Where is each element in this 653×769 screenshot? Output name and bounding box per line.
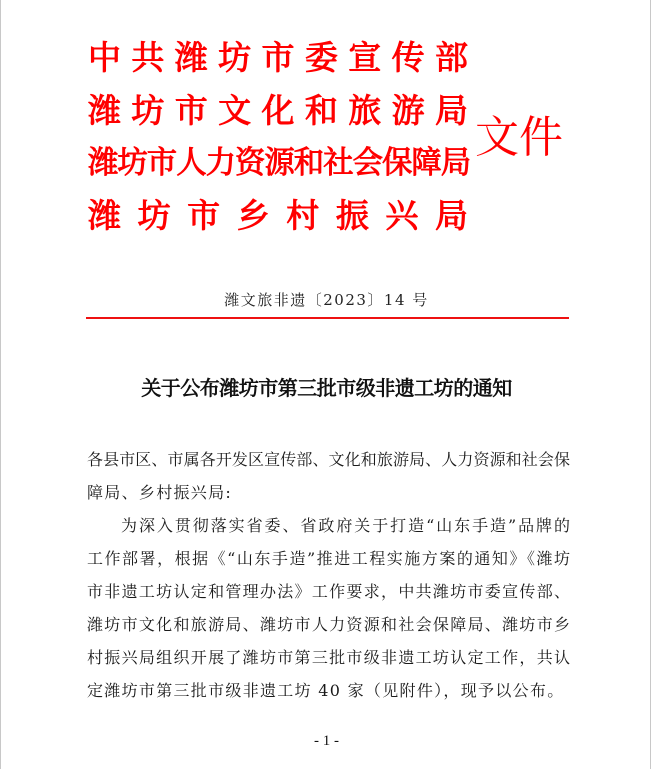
header-char: 潍	[88, 90, 121, 130]
header-char: 局	[440, 145, 471, 181]
body-line: 市非遗工坊认定和管理办法》工作要求，中共潍坊市委宣传部、	[87, 582, 570, 601]
header-char: 中	[88, 38, 121, 77]
header-char: 潍	[88, 145, 118, 181]
header-char: 资	[235, 145, 265, 181]
body-line: 各县市区、市属各开发区宣传部、文化和旅游局、人力资源和社会保	[87, 450, 570, 469]
header-char: 乡	[236, 195, 270, 235]
header-char: 潍	[174, 38, 208, 77]
header-char: 兴	[385, 195, 419, 235]
header-char: 和	[304, 90, 338, 130]
header-char: 和	[293, 145, 324, 181]
body-line-salutation-end: 障局、乡村振兴局:	[87, 483, 233, 502]
header-char: 旅	[348, 90, 382, 130]
issuer-line-2	[88, 90, 468, 130]
header-char: 人	[176, 145, 206, 181]
header-char: 村	[286, 195, 320, 235]
header-char: 源	[264, 145, 294, 181]
header-char: 文	[218, 90, 252, 130]
issuing-authorities-header	[88, 38, 471, 250]
page-number: - 1 -	[314, 733, 339, 749]
header-char: 坊	[117, 145, 147, 181]
document-number: 潍文旅非遗〔2023〕14 号	[224, 291, 429, 309]
notice-title: 关于公布潍坊市第三批市级非遗工坊的通知	[141, 376, 512, 400]
header-char: 潍	[88, 195, 121, 235]
header-char: 障	[411, 145, 441, 181]
issuer-line-4	[88, 195, 468, 235]
header-char: 市	[261, 38, 295, 77]
body-line: 村振兴局组织开展了潍坊市第三批市级非遗工坊认定工作，共认	[87, 648, 570, 667]
header-char: 宣	[348, 38, 382, 77]
header-char: 委	[304, 38, 338, 77]
header-char: 传	[391, 38, 425, 77]
notice-body	[87, 443, 570, 707]
header-char: 保	[382, 145, 412, 181]
header-char: 坊	[131, 90, 165, 130]
header-char: 会	[352, 145, 382, 181]
header-char: 力	[205, 145, 235, 181]
body-line-paragraph-end: 定潍坊市第三批市级非遗工坊 40 家（见附件），现予以公布。	[87, 681, 565, 700]
header-char: 局	[434, 195, 468, 235]
header-char: 坊	[137, 195, 171, 235]
header-char: 市	[174, 90, 208, 130]
header-char: 坊	[218, 38, 252, 77]
issuer-line-3	[88, 145, 471, 181]
red-divider-line	[86, 317, 569, 319]
header-char: 游	[391, 90, 425, 130]
document-suffix: 文件	[475, 112, 563, 163]
body-line: 工作部署，根据《“山东手造”推进工程实施方案的通知》《潍坊	[87, 549, 570, 568]
header-char: 化	[261, 90, 295, 130]
header-char: 部	[435, 38, 468, 77]
header-char: 社	[323, 145, 353, 181]
body-line-paragraph-start: 为深入贯彻落实省委、省政府关于打造“山东手造”品牌的	[121, 516, 570, 535]
issuer-line-1	[88, 40, 468, 76]
header-char: 振	[335, 195, 369, 235]
header-char: 共	[131, 38, 165, 77]
header-char: 市	[187, 195, 221, 235]
header-char: 市	[146, 145, 177, 181]
body-line: 潍坊市文化和旅游局、潍坊市人力资源和社会保障局、潍坊市乡	[87, 615, 570, 634]
header-char: 局	[435, 90, 468, 130]
